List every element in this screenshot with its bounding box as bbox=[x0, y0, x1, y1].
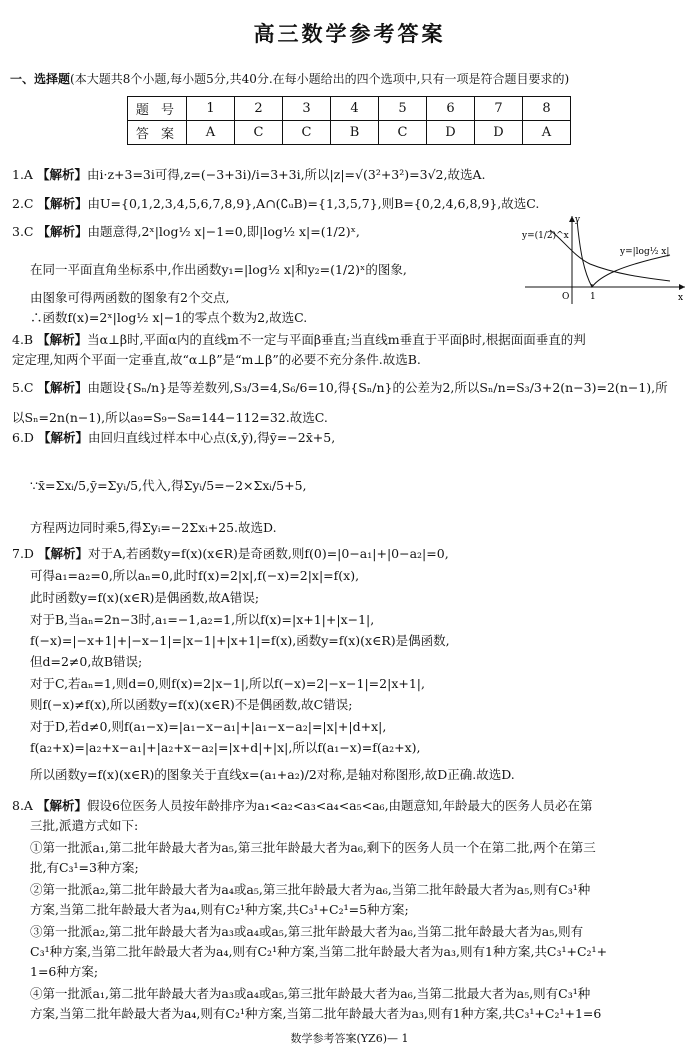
text-line: ①第一批派a₁,第二批年龄最大者为a₅,第三批年龄最大者为a₆,剩下的医务人员一个在第二批,两个在第三 bbox=[30, 840, 596, 855]
text-line: 对于C,若aₙ=1,则d=0,则f(x)=2|x−1|,所以f(−x)=2|−x−1|=2|x+1|, bbox=[30, 676, 425, 691]
text-line: ②第一批派a₂,第二批年龄最大者为a₄或a₅,第三批年龄最大者为a₆,当第二批年龄最大者为a₅,则有C₃¹种 bbox=[30, 882, 591, 897]
table-cell: 1 bbox=[187, 97, 235, 121]
function-graph bbox=[520, 212, 690, 307]
q2-line: 2.C 【解析】由U={0,1,2,3,4,5,6,7,8,9},A∩(∁ᵤB)={1,3,5,7},则B={0,2,4,6,8,9},故选C. bbox=[12, 196, 540, 211]
curve1-label: y=(1/2)^x bbox=[522, 231, 569, 241]
answer-table-header-row bbox=[128, 97, 571, 121]
table-cell: 4 bbox=[331, 97, 379, 121]
text-line: 定定理,知两个平面一定垂直,故“α⊥β”是“m⊥β”的必要不充分条件.故选B. bbox=[12, 352, 421, 367]
q5-line: 5.C 【解析】由题设{Sₙ/n}是等差数列,S₃/3=4,S₆/6=10,得{Sₙ/n}的公差为2,所以Sₙ/n=S₃/3+2(n−3)=2(n−1),所 bbox=[12, 380, 668, 395]
table-cell: D bbox=[427, 121, 475, 145]
table-cell: C bbox=[235, 121, 283, 145]
section-label: 一、选择题 bbox=[10, 72, 71, 86]
text-line: 批,有C₃¹=3种方案; bbox=[30, 860, 139, 875]
text-line: 所以函数y=f(x)(x∈R)的图象关于直线x=(a₁+a₂)/2对称,是轴对称图形,故D正确.故选D. bbox=[30, 767, 515, 782]
table-cell: 3 bbox=[283, 97, 331, 121]
text-line: 以Sₙ=2n(n−1),所以a₉=S₉−S₈=144−112=32.故选C. bbox=[12, 410, 328, 425]
section-heading bbox=[10, 70, 690, 87]
answer-table-answer-row bbox=[128, 121, 571, 145]
table-cell: A bbox=[187, 121, 235, 145]
page-title: 高三数学参考答案 bbox=[253, 22, 446, 46]
table-cell: C bbox=[379, 121, 427, 145]
table-cell: A bbox=[523, 121, 571, 145]
table-cell: 5 bbox=[379, 97, 427, 121]
text-line: 可得a₁=a₂=0,所以aₙ=0,此时f(x)=2|x|,f(−x)=2|x|=f(x), bbox=[30, 568, 360, 583]
text-line: 则f(−x)≠f(x),所以函数y=f(x)(x∈R)不是偶函数,故C错误; bbox=[30, 697, 353, 712]
text-line: 1=6种方案; bbox=[30, 964, 99, 979]
table-cell: B bbox=[331, 121, 379, 145]
y-axis-label: y bbox=[575, 215, 581, 225]
text-line: ③第一批派a₂,第二批年龄最大者为a₃或a₄或a₅,第三批年龄最大者为a₆,当第二批年龄最大者为a₅,则有 bbox=[30, 924, 584, 939]
table-cell: 2 bbox=[235, 97, 283, 121]
curve2-label: y=|log½ x| bbox=[620, 247, 670, 257]
q7-line: 7.D 【解析】对于A,若函数y=f(x)(x∈R)是奇函数,则f(0)=|0−a₁|+|0−a₂|=0, bbox=[12, 546, 449, 561]
text-line: 在同一平面直角坐标系中,作出函数y₁=|log½ x|和y₂=(1/2)ˣ的图象, bbox=[30, 262, 407, 277]
text-line: 方案,当第二批年龄最大者为a₄,则有C₂¹种方案,当第二批年龄最大者为a₃,则有1种方案,共C₃¹+C₂¹+1=6 bbox=[30, 1006, 602, 1021]
text-line: ④第一批派a₁,第二批年龄最大者为a₃或a₄或a₅,第三批年龄最大者为a₆,当第二批最大者为a₅,则有C₃¹种 bbox=[30, 986, 591, 1001]
table-answer-label: 答 案 bbox=[128, 121, 187, 145]
text-line: f(a₂+x)=|a₂+x−a₁|+|a₂+x−a₂|=|x+d|+|x|,所以f(a₁−x)=f(a₂+x), bbox=[30, 740, 421, 755]
origin-label: O bbox=[562, 292, 570, 302]
section-description: (本大题共8个小题,每小题5分,共40分.在每小题给出的四个选项中,只有一项是符合题目要求的) bbox=[70, 72, 570, 86]
q6-line: 6.D 【解析】由回归直线过样本中心点(x̄,ȳ),得ȳ=−2x̄+5, bbox=[12, 430, 336, 445]
table-cell: C bbox=[283, 121, 331, 145]
text-line: 此时函数y=f(x)(x∈R)是偶函数,故A错误; bbox=[30, 590, 260, 605]
page-footer: 数学参考答案(YZ6)— 1 bbox=[290, 1032, 409, 1045]
table-cell: 8 bbox=[523, 97, 571, 121]
text-line: 对于D,若d≠0,则f(a₁−x)=|a₁−x−a₁|+|a₁−x−a₂|=|x|+|d+x|, bbox=[30, 719, 387, 734]
one-label: 1 bbox=[590, 292, 596, 302]
text-line: 三批,派遣方式如下: bbox=[30, 818, 139, 833]
table-cell: 6 bbox=[427, 97, 475, 121]
table-cell: 7 bbox=[475, 97, 523, 121]
x-axis-label: x bbox=[678, 293, 684, 303]
q4-line: 4.B 【解析】当α⊥β时,平面α内的直线m不一定与平面β垂直;当直线m垂直于平面β时,根据面面垂直的判 bbox=[12, 332, 586, 347]
text-line: 但d=2≠0,故B错误; bbox=[30, 654, 143, 669]
table-cell: D bbox=[475, 121, 523, 145]
table-header-label: 题 号 bbox=[128, 97, 187, 121]
text-line: 对于B,当aₙ=2n−3时,a₁=−1,a₂=1,所以f(x)=|x+1|+|x−1|, bbox=[30, 612, 375, 627]
text-line: C₃¹种方案,当第二批年龄最大者为a₄,则有C₂¹种方案,当第二批年龄最大者为a₃,则有1种方案,共C₃¹+C₂¹+ bbox=[30, 944, 608, 959]
text-line: ∵x̄=Σxᵢ/5,ȳ=Σyᵢ/5,代入,得Σyᵢ/5=−2×Σxᵢ/5+5, bbox=[30, 478, 307, 493]
text-line: 方案,当第二批年龄最大者为a₄,则有C₂¹种方案,共C₃¹+C₂¹=5种方案; bbox=[30, 902, 409, 917]
text-line: f(−x)=|−x+1|+|−x−1|=|x−1|+|x+1|=f(x),函数y=f(x)(x∈R)是偶函数, bbox=[30, 633, 450, 648]
text-line: 由图象可得两函数的图象有2个交点, bbox=[30, 290, 230, 305]
q8-line: 8.A 【解析】假设6位医务人员按年龄排序为a₁<a₂<a₃<a₄<a₅<a₆,由题意知,年龄最大的医务人员必在第 bbox=[12, 798, 593, 813]
q3-line: 3.C 【解析】由题意得,2ˣ|log½ x|−1=0,即|log½ x|=(1/2)ˣ, bbox=[12, 224, 360, 239]
text-line: 方程两边同时乘5,得Σyᵢ=−2Σxᵢ+25.故选D. bbox=[30, 520, 277, 535]
answer-table bbox=[127, 96, 571, 145]
text-line: ∴函数f(x)=2ˣ|log½ x|−1的零点个数为2,故选C. bbox=[30, 310, 308, 325]
q1-line: 1.A 【解析】由i·z+3=3i可得,z=(−3+3i)/i=3+3i,所以|z|=√(3²+3²)=3√2,故选A. bbox=[12, 167, 486, 182]
